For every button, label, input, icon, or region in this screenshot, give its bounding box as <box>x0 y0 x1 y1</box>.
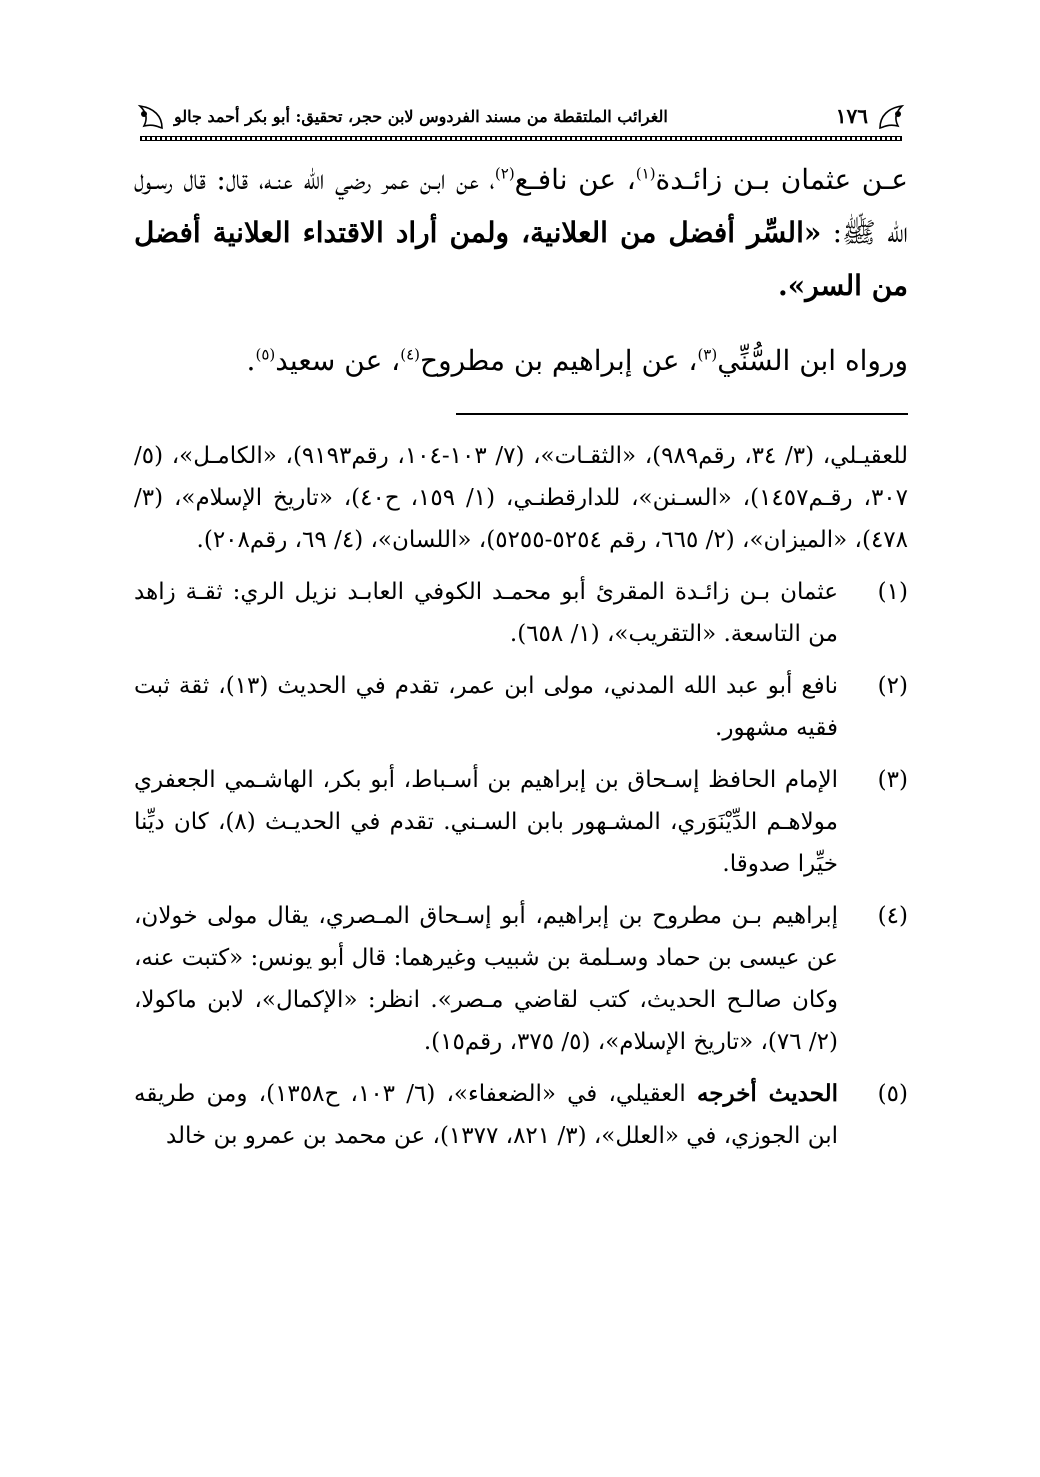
footnote-text: إبراهيم بـن مطروح بن إبراهيم، أبو إسـحاق المـصري، يقال مولى خولان، عن عيسى بن حماد وسـلمة بن شبيب وغيرهما: قال أبو يونس: «كتبت عنه، وكان صالـح الحديث، كتب لقاضي مـصر». انظر: «الإكمال»، لابن ماكولا، (٢/ ٧٦)، «تاريخ الإسلام»، (٥/ ٣٧٥، رقم١٥). <box>134 903 838 1055</box>
text-run: ، عن ابـن عمر رضي الله عنـه، قال: قال رسـول الله ﷺ: <box>134 163 909 249</box>
ornament-icon <box>134 102 166 132</box>
footnote-item <box>134 895 908 1063</box>
footnote-number: (٢) <box>877 673 908 699</box>
footnote-text: نافع أبو عبد الله المدني، مولى ابن عمر، تقدم في الحديث (١٣)، ثقة ثبت فقيه مشهور. <box>134 673 839 741</box>
text-run: . <box>246 344 256 377</box>
text-run: ، عن إبراهيم بن مطروح <box>420 344 698 377</box>
footnote-text: الإمام الحافظ إسـحاق بن إبراهيم بن أسـباط، أبو بكر، الهاشـمي الجعفري مولاهـم الدِّيْنَوَري، المشـهور بابن السـني. تقدم في الحديـث (٨)، كان ديِّنا خيِّرا صدوقا. <box>134 767 838 877</box>
hadith-text: «السِّر أفضل من العلانية، ولمن أراد الاقتداء العلانية أفضل من السر». <box>134 216 908 302</box>
main-paragraph <box>134 153 908 312</box>
page-number: ١٧٦ <box>835 104 868 128</box>
footnote-number: (٤) <box>877 903 908 929</box>
header-rule <box>140 136 902 141</box>
text-run: العقيلي، في «الضعفاء»، (٦/ ١٠٣، ح١٣٥٨)، ومن طريقه ابن الجوزي، في «العلل»، (٣/ ٨٢١، ١٣٧٧)، عن محمد بن عمرو بن خالد <box>134 1081 838 1149</box>
text-run: ، عن سعيد <box>275 344 401 377</box>
text-run: ورواه ابن السُّنِّي <box>717 344 908 377</box>
footnote-item <box>134 571 908 655</box>
footnote-ref[interactable]: (٢) <box>494 164 515 183</box>
main-text <box>134 153 908 387</box>
running-header <box>134 96 908 136</box>
ornament-icon <box>876 102 908 132</box>
footnote-number: (٣) <box>877 767 908 793</box>
riwaya-paragraph <box>134 334 908 387</box>
footnote-item <box>134 759 908 885</box>
footnote-separator <box>456 413 908 415</box>
footnote-ref[interactable]: (٣) <box>697 345 718 364</box>
footnote-bold-lead: الحديث أخرجه <box>696 1080 838 1107</box>
footnote-item <box>134 665 908 749</box>
text-run: عـن عثمان بـن زائـدة <box>655 163 908 196</box>
page <box>134 96 908 1157</box>
footnote-text <box>134 1073 838 1157</box>
footnote-ref[interactable]: (٥) <box>255 345 276 364</box>
footnotes <box>134 435 908 1157</box>
footnote-number: (١) <box>877 579 908 605</box>
footnote-item <box>134 1073 908 1157</box>
footnote-ref[interactable]: (٤) <box>400 345 420 364</box>
footnote-number: (٥) <box>877 1081 908 1107</box>
header-title: الغرائب الملتقطة من مسند الفردوس لابن حجر، تحقيق: أبو بكر أحمد جالو <box>174 106 668 126</box>
text-run: ، عن نافـع <box>514 163 636 196</box>
footnote-continuation: للعقيـلي، (٣/ ٣٤، رقم٩٨٩)، «الثقـات»، (٧/ ١٠٣-١٠٤، رقم٩١٩٣)، «الكامـل»، (٥/ ٣٠٧، رقـم١٤٥٧)، «السـنن»، للدارقطنـي، (١/ ١٥٩، ح٤٠)، «تاريخ الإسلام»، (٣/ ٤٧٨)، «الميزان»، (٢/ ٦٦٥، رقم ٥٢٥٤-٥٢٥٥)، «اللسان»، (٤/ ٦٩، رقم٢٠٨). <box>134 443 908 553</box>
footnote-ref[interactable]: (١) <box>635 164 656 183</box>
footnote-text: عثمان بـن زائـدة المقرئ أبو محمـد الكوفي العابـد نزيل الري: ثقـة زاهد من التاسعة. «التقريب»، (١/ ٦٥٨). <box>134 579 838 647</box>
